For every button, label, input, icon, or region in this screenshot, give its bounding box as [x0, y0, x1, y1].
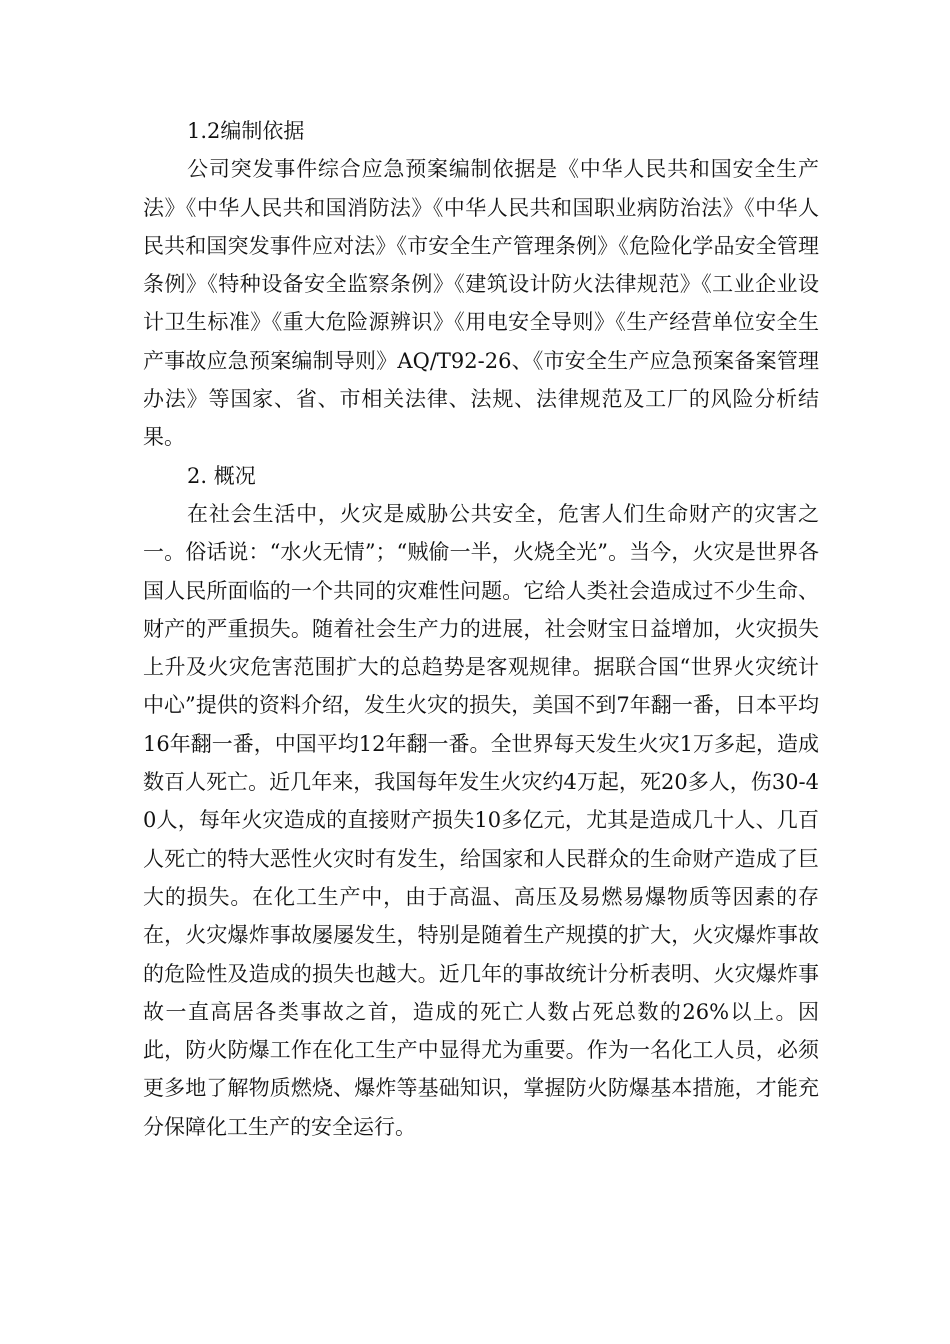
section-heading-basis: 1.2编制依据	[187, 119, 305, 143]
section-heading-overview: 2. 概况	[187, 463, 256, 488]
document-page	[143, 112, 819, 1146]
paragraph-overview: 在社会生活中，火灾是威胁公共安全，危害人们生命财产的灾害之一。俗话说：“水火无情”；“贼偷一半，火烧全光”。当今，火灾是世界各国人民所面临的一个共同的灾难性问题。它给人类社会造成过不少生命、财产的严重损失。随着社会生产力的进展，社会财宝日益增加，火灾损失上升及火灾危害范围扩大的总趋势是客观规律。据联合国“世界火灾统计中心”提供的资料介绍，发生火灾的损失，美国不到7年翻一番，日本平均16年翻一番，中国平均12年翻一番。全世界每天发生火灾1万多起，造成数百人死亡。近几年来，我国每年发生火灾约4万起，死20多人，伤30-40人，每年火灾造成的直接财产损失10多亿元，尤其是造成几十人、几百人死亡的特大恶性火灾时有发生，给国家和人民群众的生命财产造成了巨大的损失。在化工生产中，由于高温、高压及易燃易爆物质等因素的存在，火灾爆炸事故屡屡发生，特别是随着生产规摸的扩大，火灾爆炸事故的危险性及造成的损失也越大。近几年的事故统计分析表明、火灾爆炸事故一直高居各类事故之首，造成的死亡人数占死总数的26%以上。因此，防火防爆工作在化工生产中显得尤为重要。作为一名化工人员，必须更多地了解物质燃烧、爆炸等基础知识，掌握防火防爆基本措施，才能充分保障化工生产的安全运行。	[143, 501, 819, 1139]
paragraph-basis: 公司突发事件综合应急预案编制依据是《中华人民共和国安全生产法》《中华人民共和国消防法》《中华人民共和国职业病防治法》《中华人民共和国突发事件应对法》《市安全生产管理条例》《危险化学品安全管理条例》《特种设备安全监察条例》《建筑设计防火法律规范》《工业企业设计卫生标准》《重大危险源辨识》《用电安全导则》《生产经营单位安全生产事故应急预案编制导则》AQ/T92-26、《市安全生产应急预案备案管理办法》等国家、省、市相关法律、法规、法律规范及工厂的风险分析结果。	[143, 157, 819, 450]
